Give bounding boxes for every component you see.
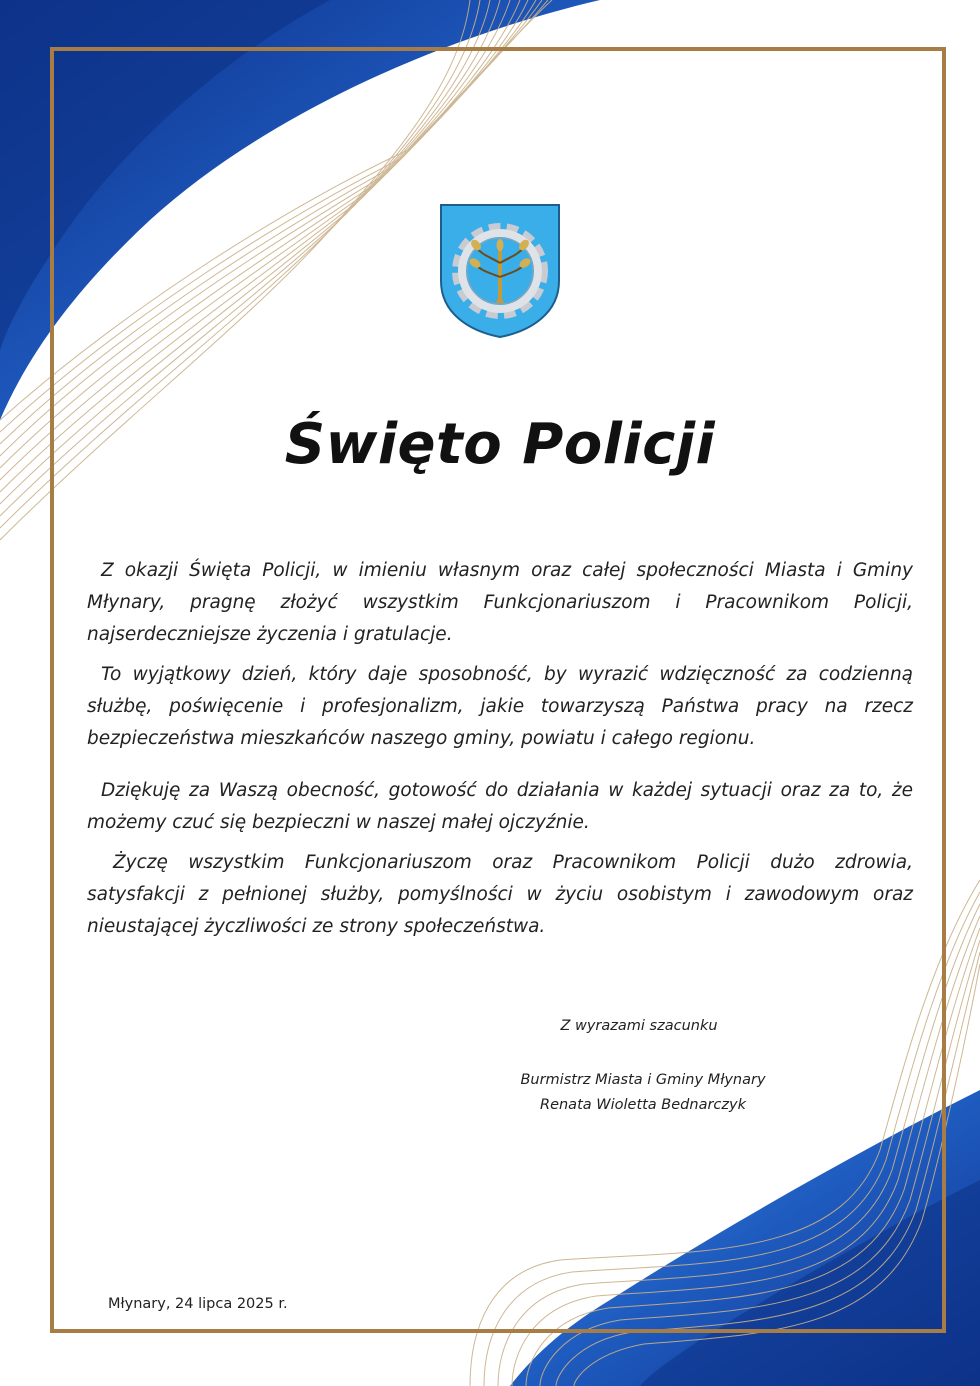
signer-role: Burmistrz Miasta i Gminy Młynary [520,1072,766,1088]
letter-body [87,555,913,951]
paragraph-3: Dziękuję za Waszą obecność, gotowość do działania w każdej sytuacji oraz za to, że możemy czuć się bezpieczni w naszej małej ojczyźnie. [87,780,913,833]
place-and-date: Młynary, 24 lipca 2025 r. [108,1296,288,1312]
signature-block [510,1018,780,1118]
coat-of-arms-icon [439,203,561,339]
page-title: Święto Policji [284,412,716,477]
signer-name: Renata Wioletta Bednarczyk [540,1097,746,1113]
paragraph-2: To wyjątkowy dzień, który daje sposobność, by wyrazić wdzięczność za codzienną służbę, poświęcenie i profesjonalizm, jakie towarzyszą Państwa pracy na rzecz bezpieczeństwa mieszkańców naszego gminy, powiatu i całego regionu. [87,664,913,749]
paragraph-1: Z okazji Święta Policji, w imieniu własnym oraz całej społeczności Miasta i Gminy Młynary, pragnę złożyć wszystkim Funkcjonariuszom i Pracownikom Policji, najserdeczniejsze życzenia i gratulacje. [87,560,913,645]
closing-salutation: Z wyrazami szacunku [560,1018,718,1034]
paragraph-4: Życzę wszystkim Funkcjonariuszom oraz Pracownikom Policji dużo zdrowia, satysfakcji z pełnionej służby, pomyślności w życiu osobistym i zawodowym oraz nieustającej życzliwości ze strony społeczeństwa. [87,852,913,937]
